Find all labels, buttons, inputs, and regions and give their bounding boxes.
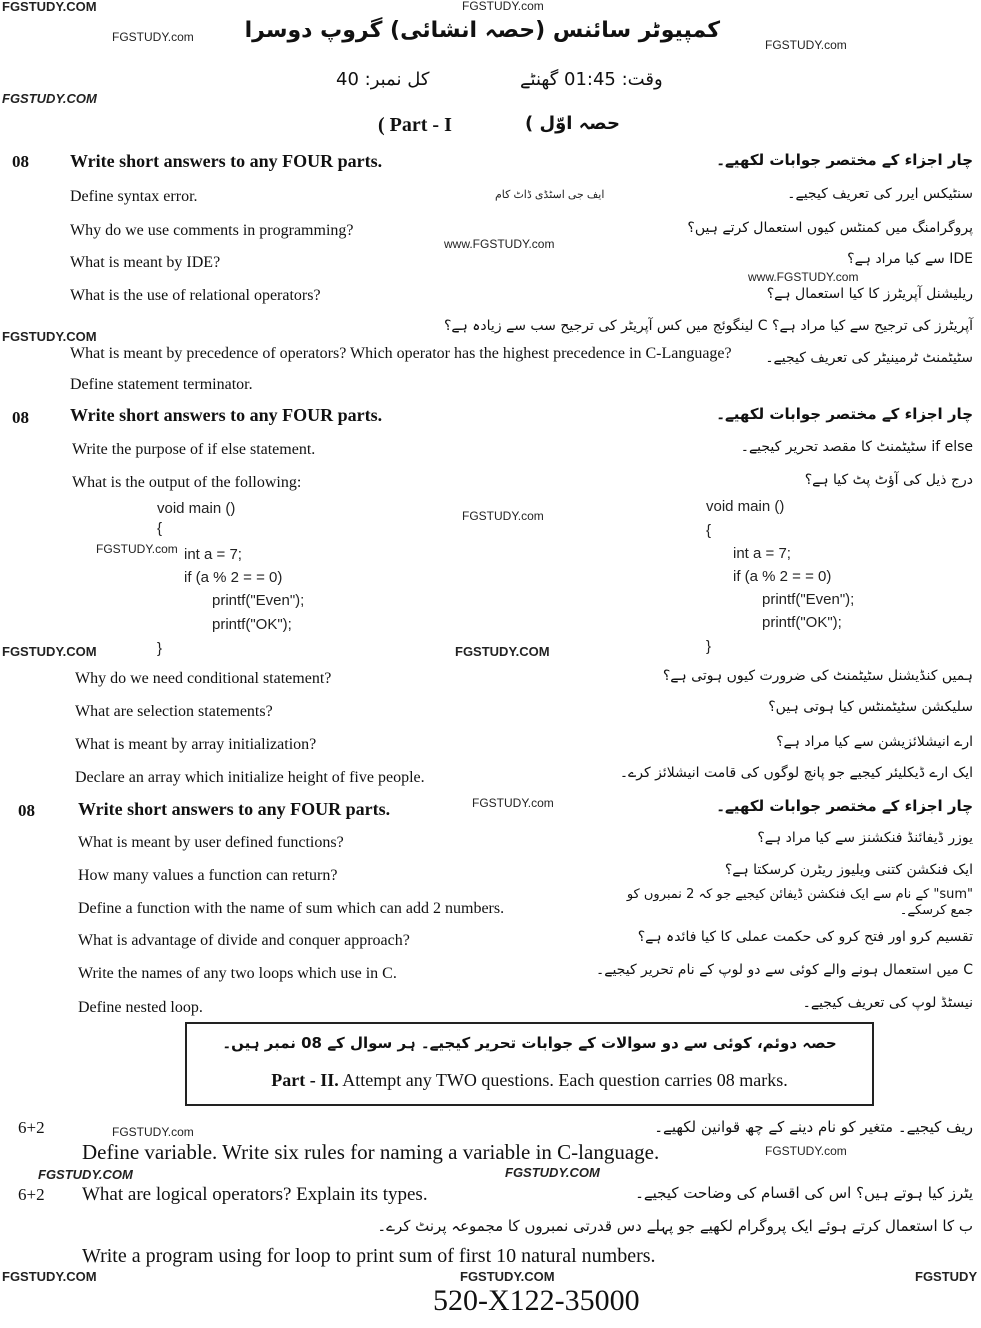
code-line: void main () bbox=[157, 500, 236, 517]
question-item-urdu: "sum" کے نام سے ایک فنکشن ڈیفائن کیجیے جو کہ 2 نمبروں کو جمع کرسکے۔ bbox=[626, 887, 973, 918]
code-line: int a = 7; bbox=[184, 546, 242, 563]
question-item-urdu: ریلیشنل آپریٹرز کا کیا استعمال ہے؟ bbox=[766, 286, 973, 302]
watermark: FGSTUDY.COM bbox=[2, 329, 97, 344]
question-marks: 08 bbox=[18, 801, 35, 820]
question-marks: 08 bbox=[12, 408, 29, 427]
watermark: www.FGSTUDY.com bbox=[444, 237, 555, 251]
question-marks: 6+2 bbox=[18, 1118, 45, 1137]
question-item-urdu: ایک ارے ڈیکلیئر کیجیے جو پانچ لوگوں کی قامت انیشلائز کرے۔ bbox=[619, 765, 973, 781]
question-item: What is meant by array initialization? bbox=[75, 736, 317, 753]
watermark: ایف جی اسٹڈی ڈاٹ کام bbox=[495, 189, 605, 201]
watermark: FGSTUDY.com bbox=[765, 1144, 847, 1158]
question-item: Write a program using for loop to print sum of first 10 natural numbers. bbox=[82, 1245, 656, 1267]
question-item-urdu: ہمیں کنڈیشنل سٹیٹمنٹ کی ضرورت کیوں ہوتی ہے؟ bbox=[662, 668, 973, 684]
question-item-urdu: آپریٹرز کی ترجیح سے کیا مراد ہے؟ C لینگوئج میں کس آپریٹر کی ترجیح سب سے زیادہ ہے؟ bbox=[443, 318, 973, 334]
part2-instructions-urdu: حصہ دوئم، کوئی سے دو سوالات کے جوابات تحریر کیجیے۔ ہر سوال کے 08 نمبر ہیں۔ bbox=[222, 1034, 837, 1052]
question-item-urdu: نیسٹڈ لوپ کی تعریف کیجیے۔ bbox=[802, 995, 973, 1011]
question-item-urdu: ایک فنکشن کتنی ویلیوز ریٹرن کرسکتا ہے؟ bbox=[724, 862, 973, 878]
question-item: Why do we need conditional statement? bbox=[75, 670, 332, 687]
question-item-urdu: سنٹیکس ایرر کی تعریف کیجیے۔ bbox=[787, 186, 973, 202]
code-line: { bbox=[706, 522, 712, 539]
part2-instructions bbox=[187, 1070, 872, 1091]
part2-instructions-box bbox=[185, 1022, 874, 1106]
total-marks: کل نمبر: 40 bbox=[336, 69, 430, 90]
question-item-urdu: سٹیٹمنٹ ٹرمینیٹر کی تعریف کیجیے۔ bbox=[765, 350, 973, 366]
question-item-urdu: ارے انیشلائزیشن سے کیا مراد ہے؟ bbox=[776, 734, 973, 750]
question-item: What is the output of the following: bbox=[72, 474, 302, 491]
question-item: Write the names of any two loops which use in C. bbox=[78, 965, 397, 982]
question-item: What is the use of relational operators? bbox=[70, 287, 321, 304]
question-item: What are selection statements? bbox=[75, 703, 273, 720]
question-heading: Write short answers to any FOUR parts. bbox=[70, 405, 383, 425]
paper-title: کمپیوٹر سائنس (حصہ انشائی) گروپ دوسرا bbox=[244, 18, 720, 43]
watermark: FGSTUDY.com bbox=[112, 30, 194, 44]
question-item: Define syntax error. bbox=[70, 188, 198, 205]
question-item: Declare an array which initialize height of five people. bbox=[75, 769, 425, 786]
question-heading: Write short answers to any FOUR parts. bbox=[78, 799, 391, 819]
code-line: if (a % 2 = = 0) bbox=[733, 568, 832, 585]
code-line: printf("OK"); bbox=[762, 614, 842, 631]
question-item: Write the purpose of if else statement. bbox=[72, 441, 316, 458]
code-line: printf("Even"); bbox=[212, 592, 305, 609]
code-line: void main () bbox=[706, 498, 785, 515]
code-line: int a = 7; bbox=[733, 545, 791, 562]
question-heading-urdu: چار اجزاء کے مختصر جوابات لکھیے۔ bbox=[716, 151, 973, 169]
question-item: What is meant by user defined functions? bbox=[78, 834, 344, 851]
code-line: printf("OK"); bbox=[212, 616, 292, 633]
question-item-urdu: if else سٹیٹمنٹ کا مقصد تحریر کیجیے۔ bbox=[740, 439, 973, 455]
question-item-urdu: پروگرامنگ میں کمنٹس کیوں استعمال کرتے ہیں؟ bbox=[687, 220, 973, 236]
code-line: } bbox=[157, 640, 163, 657]
question-marks: 6+2 bbox=[18, 1185, 45, 1204]
question-item-urdu: یوزر ڈیفائنڈ فنکشنز سے کیا مراد ہے؟ bbox=[757, 830, 973, 846]
question-heading: Write short answers to any FOUR parts. bbox=[70, 151, 383, 171]
time-allowed: وقت: 01:45 گھنٹے bbox=[520, 69, 663, 90]
watermark: FGSTUDY.COM bbox=[2, 0, 97, 14]
watermark: FGSTUDY.com bbox=[112, 1125, 194, 1139]
watermark: FGSTUDY.com bbox=[462, 0, 544, 13]
question-item: What is meant by precedence of operators? Which operator has the highest precedence in C-Language? bbox=[70, 345, 732, 362]
question-heading-urdu: چار اجزاء کے مختصر جوابات لکھیے۔ bbox=[716, 405, 973, 423]
question-item: How many values a function can return? bbox=[78, 867, 338, 884]
watermark: FGSTUDY.COM bbox=[455, 644, 550, 659]
watermark: FGSTUDY bbox=[915, 1269, 978, 1284]
watermark: FGSTUDY.COM bbox=[2, 91, 97, 106]
question-item-urdu: C میں استعمال ہونے والے کوئی سے دو لوپ کے نام تحریر کیجیے۔ bbox=[596, 962, 973, 978]
watermark: FGSTUDY.COM bbox=[38, 1167, 133, 1182]
question-item-urdu: یٹرز کیا ہوتے ہیں؟ اس کی اقسام کی وضاحت کیجیے۔ bbox=[635, 1184, 973, 1202]
part1-label-urdu: حصہ اوّل ) bbox=[525, 113, 620, 134]
code-line: { bbox=[157, 520, 163, 537]
question-item-urdu: تقسیم کرو اور فتح کرو کی حکمت عملی کا کیا فائدہ ہے؟ bbox=[637, 929, 973, 945]
question-item: Define a function with the name of sum which can add 2 numbers. bbox=[78, 900, 505, 917]
watermark: FGSTUDY.COM bbox=[460, 1269, 555, 1284]
question-item: What are logical operators? Explain its types. bbox=[82, 1184, 428, 1205]
question-item-urdu: IDE سے کیا مراد ہے؟ bbox=[847, 251, 973, 267]
question-item-urdu: ب کا استعمال کرتے ہوئے ایک پروگرام لکھیے جو پہلے دس قدرتی نمبروں کا مجموعہ پرنٹ کرے۔ bbox=[377, 1217, 973, 1235]
watermark: FGSTUDY.com bbox=[765, 38, 847, 52]
watermark: FGSTUDY.COM bbox=[2, 1269, 97, 1284]
watermark: FGSTUDY.COM bbox=[2, 644, 97, 659]
part2-label: Part - II. bbox=[271, 1070, 339, 1090]
question-item: What is advantage of divide and conquer approach? bbox=[78, 932, 410, 949]
paper-code: 520-X122-35000 bbox=[433, 1284, 640, 1317]
question-item: Define variable. Write six rules for naming a variable in C-language. bbox=[82, 1140, 660, 1164]
question-item: Define statement terminator. bbox=[70, 376, 253, 393]
code-line: if (a % 2 = = 0) bbox=[184, 569, 283, 586]
question-item: What is meant by IDE? bbox=[70, 254, 221, 271]
watermark: FGSTUDY.com bbox=[462, 509, 544, 523]
code-line: } bbox=[706, 638, 712, 655]
question-item: Why do we use comments in programming? bbox=[70, 222, 354, 239]
question-item-urdu: ریف کیجیے۔ متغیر کو نام دینے کے چھ قوانین لکھیے۔ bbox=[654, 1118, 973, 1136]
watermark: FGSTUDY.com bbox=[472, 796, 554, 810]
question-item-urdu: درج ذیل کی آؤٹ پٹ کیا ہے؟ bbox=[804, 472, 973, 488]
part2-text: Attempt any TWO questions. Each question carries 08 marks. bbox=[342, 1070, 788, 1090]
code-line: printf("Even"); bbox=[762, 591, 855, 608]
part1-label: ( Part - I bbox=[378, 114, 452, 136]
watermark: www.FGSTUDY.com bbox=[748, 270, 859, 284]
question-heading-urdu: چار اجزاء کے مختصر جوابات لکھیے۔ bbox=[716, 797, 973, 815]
question-marks: 08 bbox=[12, 152, 29, 171]
question-item-urdu: سلیکشن سٹیٹمنٹس کیا ہوتی ہیں؟ bbox=[768, 699, 973, 715]
watermark: FGSTUDY.COM bbox=[505, 1165, 600, 1180]
question-item: Define nested loop. bbox=[78, 999, 203, 1016]
watermark: FGSTUDY.com bbox=[96, 542, 178, 556]
